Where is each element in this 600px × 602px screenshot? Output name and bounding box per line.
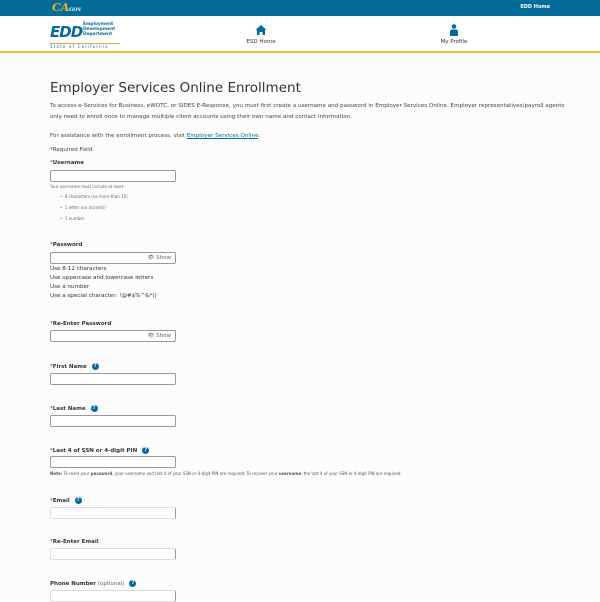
password-label: *Password — [50, 242, 83, 248]
first-name-label: *First Name ? — [50, 363, 99, 370]
required-field-note: *Required Field — [50, 147, 93, 153]
edd-home-link[interactable]: EDD Home — [520, 4, 550, 10]
ssn-pin-input[interactable] — [50, 456, 176, 468]
last-name-label: *Last Name ? — [50, 405, 98, 412]
employer-services-online-link[interactable]: Employer Services Online — [186, 133, 259, 139]
help-icon[interactable]: ? — [92, 363, 99, 370]
nav-my-profile[interactable]: My Profile — [424, 24, 484, 45]
help-icon[interactable]: ? — [129, 580, 136, 587]
top-bar — [0, 0, 600, 16]
first-name-input[interactable] — [50, 373, 176, 385]
help-icon[interactable]: ? — [91, 405, 98, 412]
username-input[interactable] — [50, 170, 176, 182]
password-rule: Use a special character: !@#$%^&*() — [50, 293, 157, 299]
help-icon[interactable]: ? — [75, 497, 82, 504]
home-icon — [255, 24, 267, 36]
show-reenter-password-toggle[interactable]: 👁 Show — [147, 333, 171, 339]
username-hint: Your username must include at least: — [50, 184, 125, 189]
username-rule: • 1 letter (no accents) — [60, 205, 106, 210]
reenter-password-input[interactable] — [50, 330, 176, 342]
ca-gov-logo[interactable]: CA.GOV — [52, 1, 82, 14]
password-rule: Use 8-12 characters — [50, 266, 107, 272]
email-label: *Email ? — [50, 497, 82, 504]
username-rule: • 1 number — [60, 216, 85, 221]
assistance-text: For assistance with the enrollment process, visit Employer Services Online. — [50, 133, 261, 139]
nav-esd-home[interactable]: ESD Home — [231, 24, 291, 45]
phone-label: Phone Number (optional) ? — [50, 580, 136, 587]
site-header: EDD Employment Development Department State of California ESD Home My Profile — [0, 16, 600, 53]
password-rule: Use uppercase and lowercase letters — [50, 275, 154, 281]
username-rule: • 8 characters (no more than 15) — [60, 194, 128, 199]
reenter-password-label: *Re-Enter Password — [50, 321, 112, 327]
password-rule: Use a number — [50, 284, 90, 290]
eye-icon: 👁 — [147, 333, 155, 339]
user-icon — [449, 24, 459, 36]
reenter-email-input[interactable] — [50, 548, 176, 560]
page-title: Employer Services Online Enrollment — [50, 80, 301, 96]
eye-icon: 👁 — [147, 255, 155, 261]
reset-note: Note: To reset your password, your username and last 4 of your SSN or 4-digit PIN are required. To recover your username, the last 4 of your SSN or 4-digit PIN are required. — [50, 471, 402, 476]
show-password-toggle[interactable]: 👁 Show — [147, 255, 171, 261]
help-icon[interactable]: ? — [142, 447, 149, 454]
last-name-input[interactable] — [50, 415, 176, 427]
ssn-label: *Last 4 of SSN or 4-digit PIN ? — [50, 447, 149, 454]
email-input[interactable] — [50, 507, 176, 519]
phone-input[interactable] — [50, 590, 176, 602]
reenter-email-label: *Re-Enter Email — [50, 539, 99, 545]
username-label: *Username — [50, 160, 85, 166]
intro-text: To access e-Services for Business, eWOTC, or SIDES E-Response, you must first create a username and password in Employer Services Online. Employer representatives/payroll agents only need to enroll once to manage multiple client accounts using their own name and contact information. — [50, 103, 565, 120]
password-input[interactable] — [50, 252, 176, 264]
